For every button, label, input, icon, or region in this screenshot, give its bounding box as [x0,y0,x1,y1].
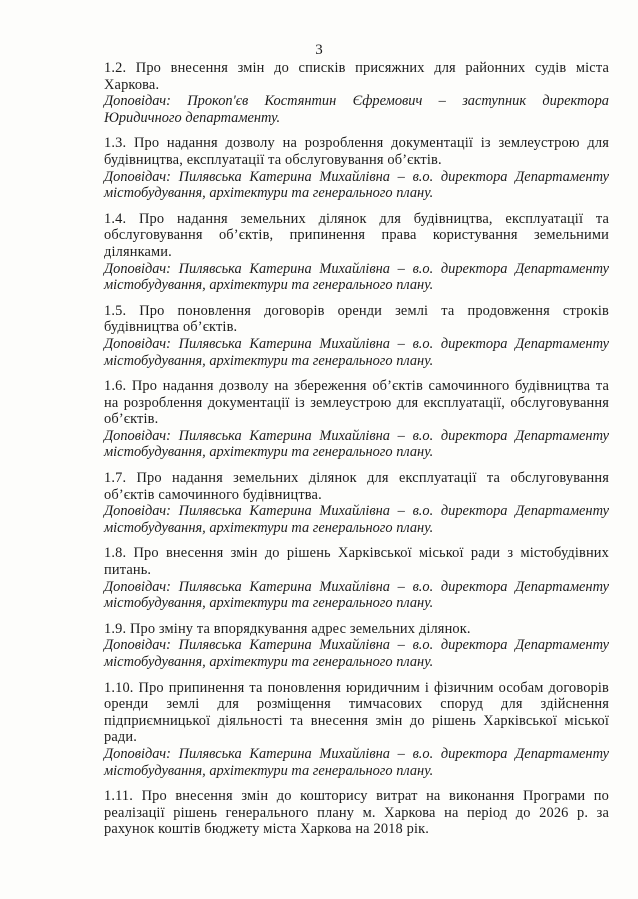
agenda-item-title [104,60,609,93]
agenda-item-title [104,788,609,838]
agenda-item [104,211,609,294]
agenda-item-title [104,680,609,746]
agenda-item [104,303,609,369]
agenda-item [104,545,609,611]
agenda-item [104,621,609,671]
agenda-item-speaker [104,93,609,126]
speaker-label: Доповідач: [104,745,171,762]
agenda-item-title [104,303,609,336]
agenda-item-number: 1.8. [104,545,127,562]
agenda-item-text: Про припинення та поновлення юридичним і фізичним особам договорів оренди землі для розміщення тимчасових споруд для здійснення підприємницької діяльності та внесення змін до рішень Харківської міської ради. [104,679,610,746]
agenda-item-number: 1.11. [104,788,133,805]
agenda-item-title [104,378,609,428]
agenda-item-speaker [104,579,609,612]
agenda-item-text: Про внесення змін до списків присяжних для районних судів міста Харкова. [104,60,609,93]
agenda-item [104,788,609,838]
agenda-item-text: Про надання дозволу на розроблення документації із землеустрою для будівництва, експлуатації та обслуговування об’єктів. [104,135,610,168]
agenda-item-text: Про поновлення договорів оренди землі та продовження строків будівництва об’єктів. [104,302,609,336]
agenda-item-title [104,211,609,261]
speaker-text: Пилявська Катерина Михайлівна – в.о. директора Департаменту містобудування, архітектури та генерального плану. [104,745,609,779]
agenda-item [104,470,609,536]
agenda-item-speaker [104,169,609,202]
agenda-item-speaker [104,637,609,670]
agenda-item-speaker [104,428,609,461]
speaker-text: Пилявська Катерина Михайлівна – в.о. директора Департаменту містобудування, архітектури та генерального плану. [104,168,609,202]
agenda-item-title [104,545,609,578]
speaker-text: Пилявська Катерина Михайлівна – в.о. директора Департаменту містобудування, архітектури та генерального плану. [104,503,609,536]
speaker-label: Доповідач: [104,260,171,277]
agenda-item-number: 1.7. [104,470,127,487]
page-number: 3 [315,42,323,58]
speaker-label: Доповідач: [104,637,171,654]
speaker-text: Пилявська Катерина Михайлівна – в.о. директора Департаменту містобудування, архітектури та генерального плану. [104,578,609,612]
agenda-item-speaker [104,503,609,536]
agenda-item-title [104,135,609,168]
speaker-text: Пилявська Катерина Михайлівна – в.о. директора Департаменту містобудування, архітектури та генерального плану. [104,260,609,294]
agenda-item-number: 1.2. [104,60,127,76]
agenda-item-text: Про надання земельних ділянок для будівництва, експлуатації та обслуговування об’єктів, припинення права користування земельними ділянками. [104,210,610,260]
agenda-item [104,135,609,201]
agenda-item-speaker [104,746,609,779]
agenda-item [104,680,609,780]
speaker-label: Доповідач: [104,427,171,444]
agenda-item-title [104,621,609,638]
agenda-item-text: Про внесення змін до кошторису витрат на виконання Програми по реалізації рішень генерального плану м. Харкова на період до 2026 р. за рахунок коштів бюджету міста Харкова на 2018 рік. [104,788,610,838]
agenda-item-number: 1.4. [104,210,127,227]
speaker-label: Доповідач: [104,93,171,110]
agenda-item-speaker [104,261,609,294]
agenda-item-title [104,470,609,503]
speaker-label: Доповідач: [104,503,171,520]
agenda-item-text: Про внесення змін до рішень Харківської міської ради з містобудівних питань. [104,545,609,579]
agenda-list [104,60,609,847]
agenda-item-number: 1.10. [104,679,134,696]
speaker-text: Пилявська Катерина Михайлівна – в.о. директора Департаменту містобудування, архітектури та генерального плану. [104,335,609,369]
speaker-text: Пилявська Катерина Михайлівна – в.о. директора Департаменту містобудування, архітектури та генерального плану. [104,637,609,670]
agenda-item-number: 1.9. [104,620,127,637]
speaker-label: Доповідач: [104,335,171,352]
speaker-text: Прокоп'єв Костянтин Єфремович – заступник директора Юридичного департаменту. [104,93,609,126]
agenda-item-text: Про зміну та впорядкування адрес земельних ділянок. [129,620,471,637]
speaker-label: Доповідач: [104,168,171,185]
agenda-item [104,60,609,126]
speaker-text: Пилявська Катерина Михайлівна – в.о. директора Департаменту містобудування, архітектури та генерального плану. [104,427,609,461]
agenda-item [104,378,609,461]
agenda-item-number: 1.3. [104,135,127,152]
agenda-item-number: 1.6. [104,378,127,395]
agenda-item-text: Про надання дозволу на збереження об’єктів самочинного будівництва та на розроблення документації із землеустрою для експлуатації, обслуговування об’єктів. [104,378,609,428]
speaker-label: Доповідач: [104,578,171,595]
agenda-item-number: 1.5. [104,302,127,319]
agenda-item-text: Про надання земельних ділянок для експлуатації та обслуговування об’єктів самочинного будівництва. [104,470,609,503]
agenda-item-speaker [104,336,609,369]
